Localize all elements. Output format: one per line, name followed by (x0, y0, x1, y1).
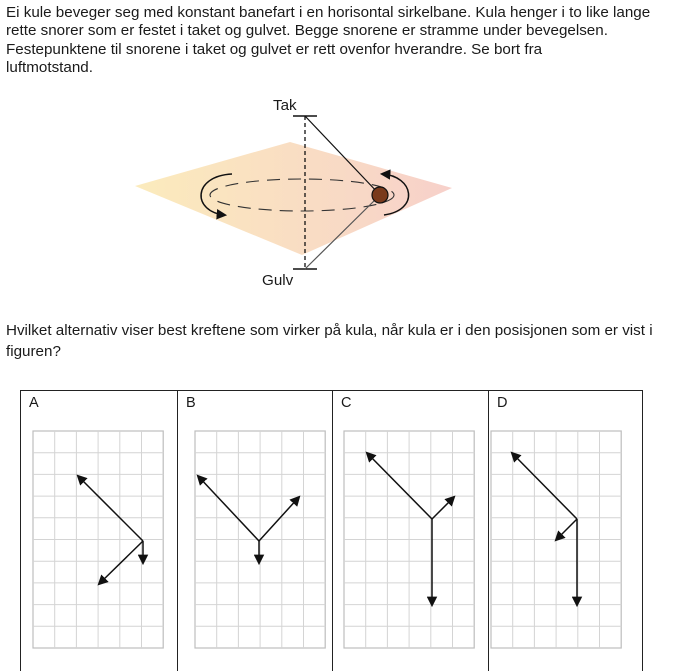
intro-line: Ei kule beveger seg med konstant banefart i en horisontal sirkelbane. Kula henger i to like lange (6, 4, 651, 21)
option-d[interactable] (489, 391, 644, 671)
option-c-forces (367, 453, 454, 605)
option-b-forces (198, 476, 299, 563)
option-c[interactable] (333, 391, 489, 671)
force-arrow (259, 497, 299, 541)
ceiling-label: Tak (273, 97, 297, 114)
figure-drawing (130, 92, 460, 292)
question-line: Hvilket alternativ viser best kreftene som virker på kula, når kula er i den posisjonen som er vist i (6, 322, 653, 339)
option-a-diagram (21, 391, 178, 672)
force-arrow (432, 497, 454, 519)
intro-line: Festepunktene til snorene i taket og gulvet er rett ovenfor hverandre. Se bort fra (6, 40, 543, 58)
option-b-diagram (178, 391, 333, 672)
option-a-label: A (29, 395, 39, 411)
option-d-label: D (497, 395, 508, 411)
question-text (6, 320, 686, 362)
option-d-diagram (489, 391, 644, 672)
option-b[interactable] (178, 391, 333, 671)
ball (372, 187, 388, 203)
force-arrow (99, 541, 143, 584)
problem-intro (6, 4, 682, 77)
circular-motion-figure (130, 92, 460, 292)
option-d-forces (512, 453, 577, 605)
intro-line: rette snorer som er festet i taket og gulvet. Begge snorene er stramme under bevegelsen. (6, 22, 608, 40)
floor-label: Gulv (262, 272, 294, 289)
force-arrow (78, 476, 143, 541)
option-c-grid (344, 431, 474, 648)
force-arrow (512, 453, 577, 519)
option-c-label: C (341, 395, 352, 411)
option-a[interactable] (21, 391, 178, 671)
force-arrow (198, 476, 259, 541)
option-b-label: B (186, 395, 196, 411)
question-line: figuren? (6, 343, 61, 360)
option-a-forces (78, 476, 143, 584)
horizontal-plane (135, 142, 452, 255)
option-a-grid (33, 431, 163, 648)
answer-options (20, 390, 643, 671)
force-arrow (556, 519, 577, 540)
option-c-diagram (333, 391, 489, 672)
force-arrow (367, 453, 432, 519)
intro-line: luftmotstand. (6, 58, 93, 76)
